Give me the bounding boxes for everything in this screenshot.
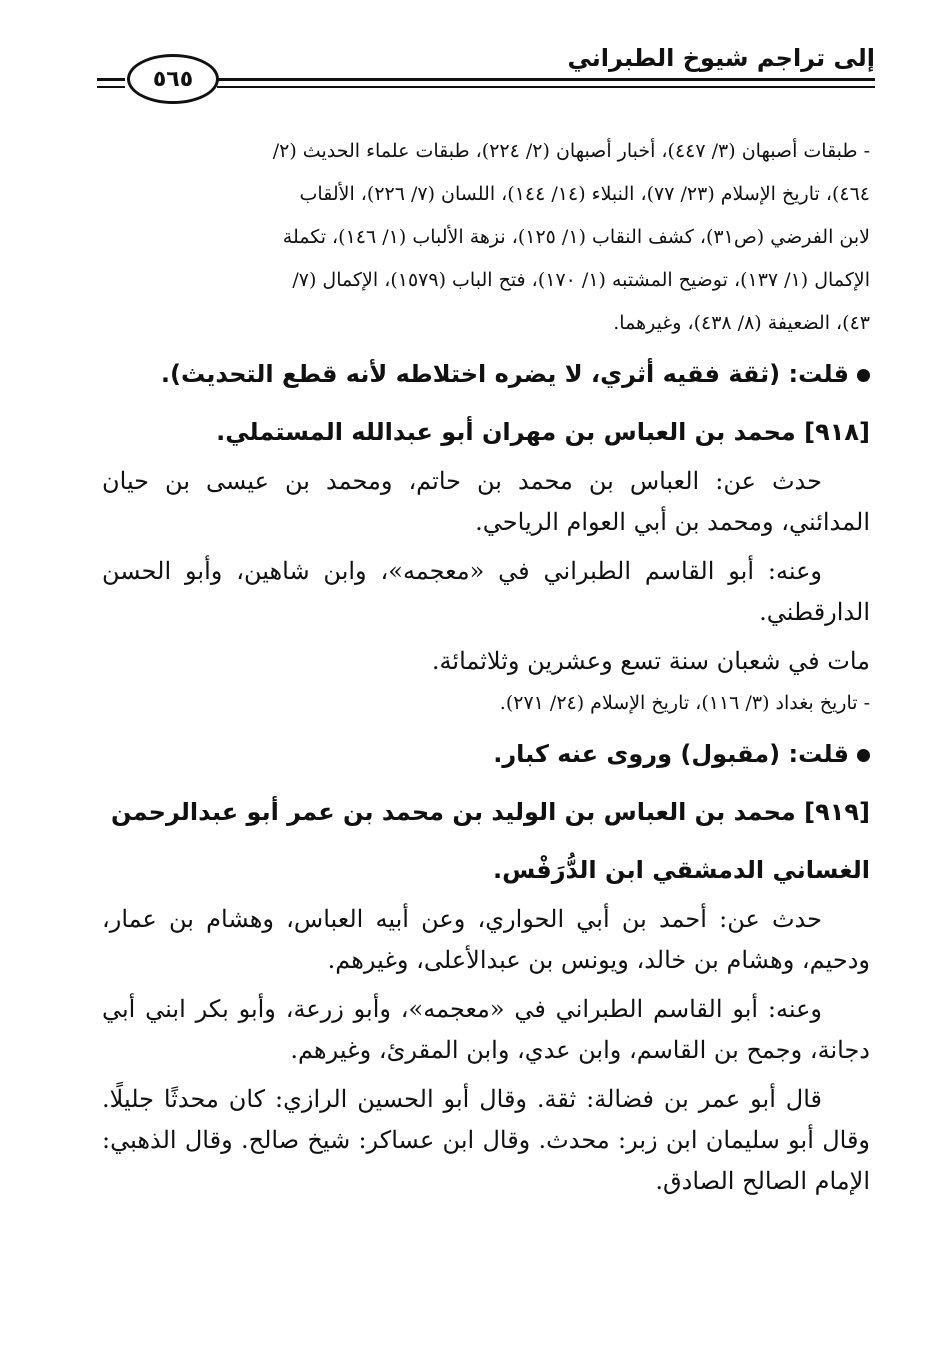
- page-header: [95, 38, 875, 108]
- verdict-text: قلت: (ثقة فقيه أثري، لا يضره اختلاطه لأنه قطع التحديث).: [160, 360, 849, 388]
- reference-line: الإكمال (١/ ١٣٧)، توضيح المشتبه (١/ ١٧٠)، فتح الباب (١٥٧٩)، الإكمال (٧/: [292, 269, 870, 291]
- bullet-icon: [857, 369, 870, 382]
- entry-918-hadath-an: حدث عن: العباس بن محمد بن حاتم، ومحمد بن عيسى بن حيان المدائني، ومحمد بن أبي العوام الرياحي.: [102, 467, 870, 536]
- reference-line: ٤٣)، الضعيفة (٨/ ٤٣٨)، وغيرهما.: [613, 312, 870, 334]
- page-body: [102, 130, 870, 1202]
- entry-919-sayings: قال أبو عمر بن فضالة: ثقة. وقال أبو الحسين الرازي: كان محدثًا جليلًا. وقال أبو سليمان ابن زبر: محدث. وقال ابن عساكر: شيخ صالح. وقال الذهبي: الإمام الصالح الصادق.: [102, 1085, 870, 1195]
- reference-line: لابن الفرضي (ص٣١)، كشف النقاب (١/ ١٢٥)، نزهة الألباب (١/ ١٤٦)، تكملة: [282, 226, 870, 248]
- entry-title-918: [٩١٨] محمد بن العباس بن مهران أبو عبدالله المستملي.: [216, 418, 870, 446]
- header-rule-thick: [217, 78, 875, 81]
- entry-918-death: مات في شعبان سنة تسع وعشرين وثلاثمائة.: [431, 647, 870, 675]
- verdict-918: [102, 725, 870, 783]
- header-rule-thin: [217, 86, 875, 88]
- verdict-text: قلت: (مقبول) وروى عنه كبار.: [493, 740, 849, 768]
- header-rule-left-thin: [97, 86, 125, 88]
- running-title: إلى تراجم شيوخ الطبراني: [567, 44, 875, 72]
- entry-title-919: [٩١٩] محمد بن العباس بن الوليد بن محمد بن عمر أبو عبدالرحمن الغساني الدمشقي ابن الدُّرَفْس.: [110, 798, 870, 884]
- page-number: ٥٦٥: [152, 66, 194, 92]
- reference-line: ٤٦٤)، تاريخ الإسلام (٢٣/ ٧٧)، النبلاء (١٤/ ١٤٤)، اللسان (٧/ ٢٢٦)، الألقاب: [299, 183, 870, 205]
- entry-919-wa-anhu: وعنه: أبو القاسم الطبراني في «معجمه»، وأبو زرعة، وأبو بكر ابني أبي دجانة، وجمح بن القاسم، وابن عدي، وابن المقرئ، وغيرهم.: [102, 995, 870, 1064]
- bullet-icon: [857, 749, 870, 762]
- verdict-917: [102, 345, 870, 403]
- entry-919-hadath-an: حدث عن: أحمد بن أبي الحواري، وعن أبيه العباس، وهشام بن عمار، ودحيم، وهشام بن خالد، ويونس بن عبدالأعلى، وغيرهم.: [102, 905, 870, 974]
- entry-918-refs: - تاريخ بغداد (٣/ ١١٦)، تاريخ الإسلام (٢٤/ ٢٧١).: [499, 692, 870, 714]
- reference-line: - طبقات أصبهان (٣/ ٤٤٧)، أخبار أصبهان (٢/ ٢٢٤)، طبقات علماء الحديث (٢/: [272, 140, 870, 162]
- header-rule-left-thick: [97, 78, 125, 81]
- page-number-badge: [127, 54, 219, 104]
- entry-918-wa-anhu: وعنه: أبو القاسم الطبراني في «معجمه»، وابن شاهين، وأبو الحسن الدارقطني.: [102, 557, 870, 626]
